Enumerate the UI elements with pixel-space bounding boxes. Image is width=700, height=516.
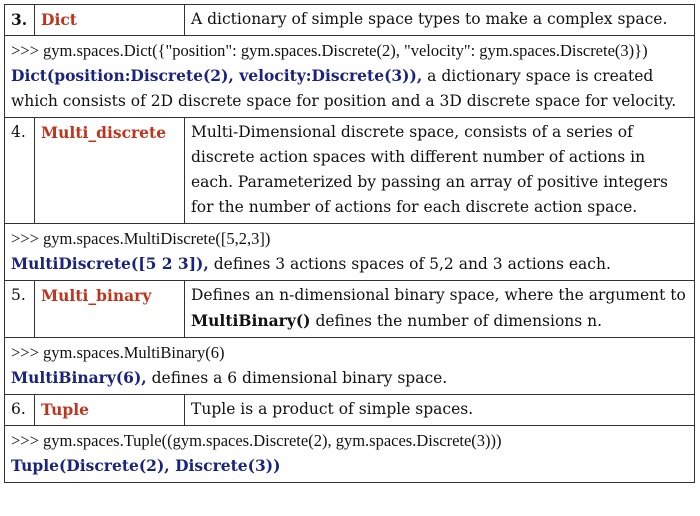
row-number: 5.	[5, 281, 35, 338]
row-number: 3.	[5, 5, 35, 36]
example-cell	[5, 224, 695, 281]
code-example: >>> gym.spaces.Tuple((gym.spaces.Discrete(2), gym.spaces.Discrete(3)))	[11, 431, 502, 450]
code-example: >>> gym.spaces.MultiBinary(6)	[11, 343, 225, 362]
result-text: defines a 6 dimensional binary space.	[146, 369, 448, 387]
space-description: Multi-Dimensional discrete space, consists of a series of discrete action spaces with different number of actions in each. Parameterized by passing an array of positive integers for the number of actions for each discrete action space.	[185, 118, 695, 224]
example-cell	[5, 338, 695, 395]
result-output: MultiBinary(6),	[11, 368, 147, 387]
example-explanation	[11, 365, 689, 391]
row-number: 4.	[5, 118, 35, 224]
table-row	[5, 5, 695, 36]
result-text: a dictionary space is created which consists of 2D discrete space for position and a 3D discrete space for velocity.	[11, 67, 677, 110]
row-number: 6.	[5, 395, 35, 426]
space-name: Multi_discrete	[35, 118, 185, 224]
space-description: Tuple is a product of simple spaces.	[185, 395, 695, 426]
example-row	[5, 338, 695, 395]
table-row	[5, 395, 695, 426]
example-row	[5, 36, 695, 118]
code-example: >>> gym.spaces.MultiDiscrete([5,2,3])	[11, 229, 271, 248]
gym-spaces-table	[4, 4, 695, 483]
example-explanation	[11, 453, 689, 479]
description-bold: MultiBinary()	[191, 311, 311, 330]
description-pre: Defines an n-dimensional binary space, where the argument to	[191, 286, 686, 304]
code-example: >>> gym.spaces.Dict({"position": gym.spaces.Discrete(2), "velocity": gym.spaces.Discrete(3)})	[11, 41, 648, 60]
example-cell	[5, 36, 695, 118]
space-name: Tuple	[35, 395, 185, 426]
space-name: Dict	[35, 5, 185, 36]
result-output: MultiDiscrete([5 2 3]),	[11, 254, 209, 273]
table-row	[5, 281, 695, 338]
space-description	[185, 281, 695, 338]
description-post: defines the number of dimensions n.	[310, 312, 603, 330]
result-output: Dict(position:Discrete(2), velocity:Discrete(3)),	[11, 66, 423, 85]
result-text: defines 3 actions spaces of 5,2 and 3 actions each.	[208, 255, 611, 273]
table-row	[5, 118, 695, 224]
example-explanation	[11, 63, 689, 114]
example-cell	[5, 426, 695, 483]
result-output: Tuple(Discrete(2), Discrete(3))	[11, 456, 281, 475]
space-name: Multi_binary	[35, 281, 185, 338]
space-description: A dictionary of simple space types to make a complex space.	[185, 5, 695, 36]
example-row	[5, 224, 695, 281]
example-explanation	[11, 251, 689, 277]
example-row	[5, 426, 695, 483]
